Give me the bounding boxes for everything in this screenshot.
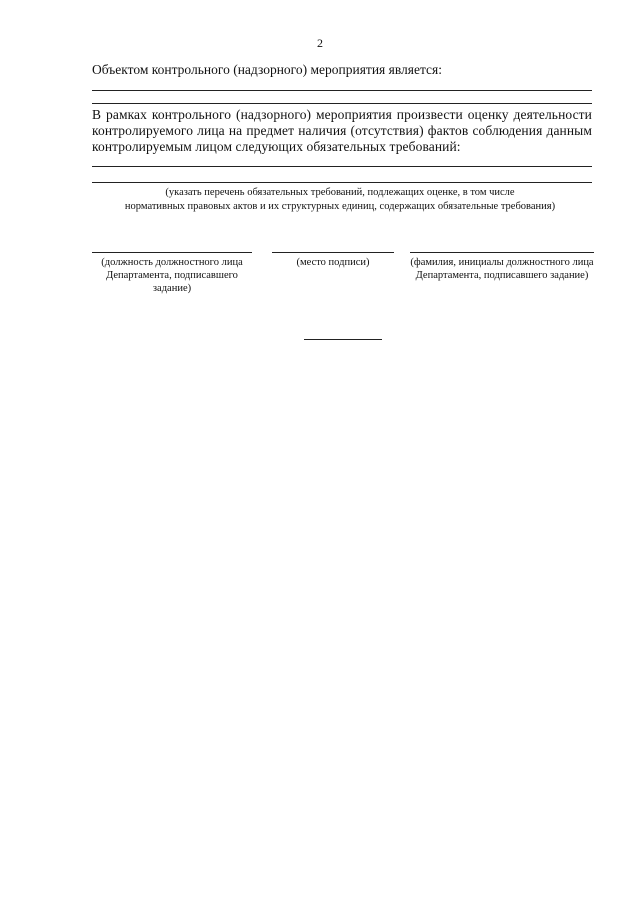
end-of-document-rule (304, 339, 382, 340)
requirements-caption (80, 186, 600, 214)
signature-position-caption: (должность должностного лица Департамента, подписавшего задание) (101, 257, 243, 294)
page-number: 2 (317, 36, 323, 50)
signature-name-line (410, 252, 594, 253)
requirements-fill-line-1 (92, 166, 592, 167)
signature-place-line (272, 252, 394, 253)
signature-name-caption: (фамилия, инициалы должностного лица Департамента, подписавшего задание) (410, 257, 594, 281)
requirements-caption-line-1: (указать перечень обязательных требований, подлежащих оценке, в том числе (165, 187, 515, 198)
object-label: Объектом контрольного (надзорного) мероприятия является: (92, 62, 443, 77)
requirements-fill-line-2 (92, 182, 592, 183)
object-fill-line-2 (92, 103, 592, 104)
signature-position-line (92, 252, 252, 253)
object-fill-line-1 (92, 90, 592, 91)
signature-place-caption: (место подписи) (296, 257, 370, 268)
requirements-caption-line-2: нормативных правовых актов и их структурных единиц, содержащих обязательные требования) (124, 201, 556, 212)
requirements-paragraph: В рамках контрольного (надзорного) мероприятия произвести оценку деятельности контролируемого лица на предмет наличия (отсутствия) фактов соблюдения данным контролируемым лицом следующих обязательных требований: (92, 107, 592, 154)
